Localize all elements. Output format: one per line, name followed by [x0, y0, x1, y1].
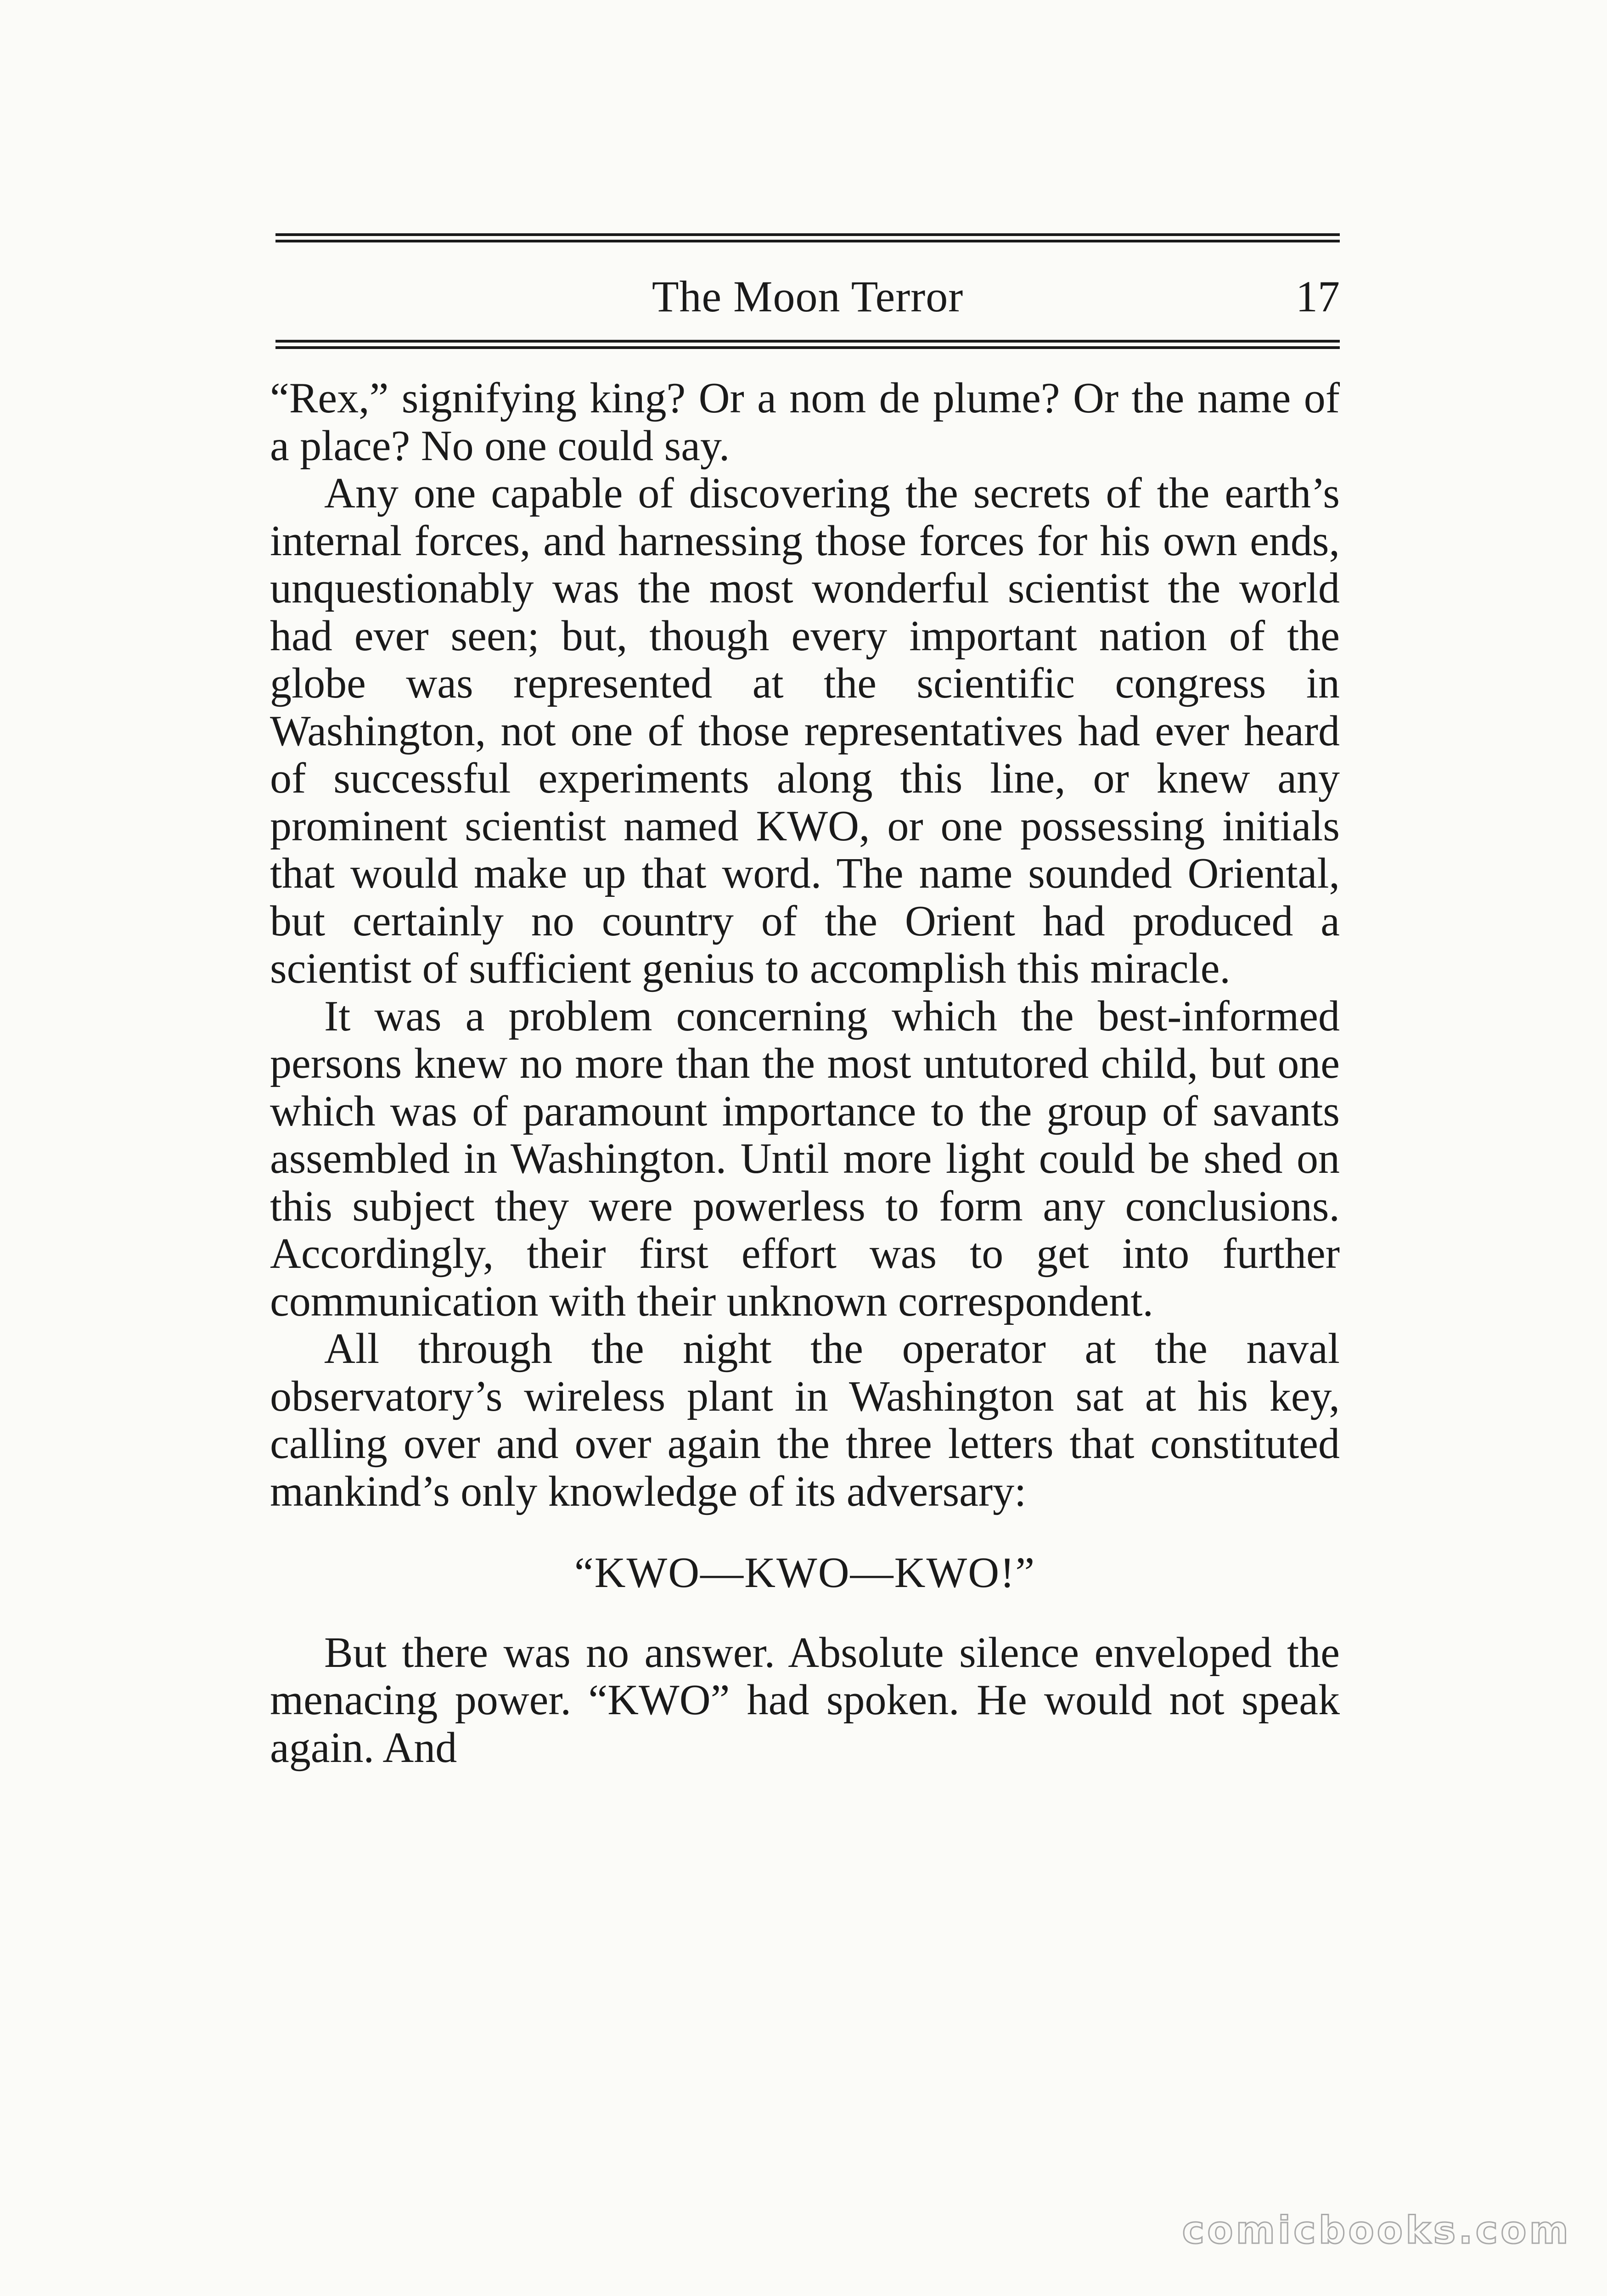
wireless-call-line: “KWO—KWO—KWO!”: [574, 1549, 1036, 1597]
header-bottom-rule: [275, 340, 1340, 349]
paragraph-no-answer: But there was no answer. Absolute silence enveloped the menacing power. “KWO” had spoken. He would not speak again. And: [270, 1628, 1340, 1772]
watermark-logo: comicbooks.com: [1182, 2209, 1571, 2252]
paragraph-scientist: Any one capable of discovering the secrets of the earth’s internal forces, and harnessing those forces for his own ends, unquestionably was the most wonderful scientist the world had ever seen; but, though every important nation of the globe was represented at the scientific congress in Washington, not one of those representatives had ever heard of successful experiments along this line, or knew any prominent scientist named KWO, or one possessing initials that would make up that word. The name sounded Oriental, but certainly no country of the Orient had produced a scientist of sufficient genius to accomplish this miracle.: [270, 469, 1340, 992]
page-number: 17: [1296, 272, 1340, 321]
header-top-rule: [275, 233, 1340, 242]
running-title: The Moon Terror: [652, 272, 964, 321]
body-text: [270, 375, 1340, 1772]
page-header: [275, 233, 1340, 349]
paragraph-problem: It was a problem concerning which the best-informed persons knew no more than the most untutored child, but one which was of paramount importance to the group of savants assembled in Washington. Until more light could be shed on this subject they were powerless to form any conclusions. Accordingly, their first effort was to get into further communication with their unknown correspondent.: [270, 992, 1340, 1325]
paragraph-operator: All through the night the operator at the naval observatory’s wireless plant in Washington sat at his key, calling over and over again the three letters that constituted mankind’s only knowledge of its adversary:: [270, 1325, 1340, 1515]
paragraph-continuation: “Rex,” signifying king? Or a nom de plume? Or the name of a place? No one could say.: [270, 374, 1340, 470]
